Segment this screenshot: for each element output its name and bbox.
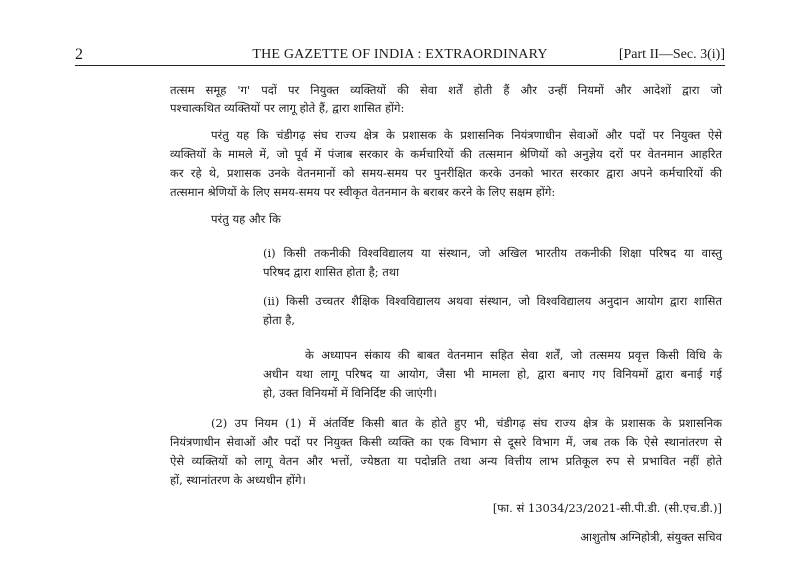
file-number: [फा. सं 13034/23/2021-सी.पी.डी. (सी.एच.डी.)] xyxy=(492,501,722,515)
para3-line: हो, उक्त विनियमों में विनिर्दिष्ट की जाएंगी। xyxy=(263,386,437,400)
sub-rule-2-line: (2) उप नियम (1) में अंतर्विष्ट किसी बात के होते हुए भी, चंडीगढ़ संघ राज्य क्षेत्र के प्रशासक के प्रशासनिक xyxy=(211,416,722,430)
page-number: 2 xyxy=(75,46,83,63)
para2-line: परंतु यह कि चंडीगढ़ संघ राज्य क्षेत्र के प्रशासक के प्रशासनिक नियंत्रणाधीन सेवाओं और पदों पर नियुक्त ऐसे xyxy=(211,128,722,142)
sub-rule-2-line: नियंत्रणाधीन सेवाओं और पदों पर नियुक्त किसी व्यक्ति का एक विभाग से दूसरे विभाग में, जब तक कि ऐसे स्थानांतरण से xyxy=(170,435,722,449)
proviso-text: परंतु यह और कि xyxy=(211,212,281,226)
clause-i-line: (i) किसी तकनीकी विश्वविद्यालय या संस्थान, जो अखिल भारतीय तकनीकी शिक्षा परिषद या वास्तु xyxy=(263,246,722,260)
para2-line: तत्समान श्रेणियों के लिए समय-समय पर स्वीकृत वेतनमान के बराबर करने के लिए सक्षम होंगे: xyxy=(170,185,556,199)
para3-line: के अध्यापन संकाय की बाबत वेतनमान सहित सेवा शर्तें, जो तत्समय प्रवृत्त किसी विधि के xyxy=(305,348,722,362)
part-section: [Part II—Sec. 3(i)] xyxy=(618,47,725,62)
para1-line: तत्सम समूह 'ग' पदों पर नियुक्त व्यक्तियों की सेवा शर्तें होती हैं और उन्हीं नियमों और आदेशों द्वारा जो xyxy=(170,83,722,97)
para1-line: पश्चात्कथित व्यक्तियों पर लागू होते हैं, द्वारा शासित होंगे: xyxy=(170,101,405,115)
header-rule xyxy=(75,65,725,66)
clause-ii-line: (ii) किसी उच्चतर शैक्षिक विश्वविद्यालय अथवा संस्थान, जो विश्वविद्यालय अनुदान आयोग द्वारा शासित xyxy=(263,294,722,308)
signatory: आशुतोष अग्निहोत्री, संयुक्त सचिव xyxy=(580,530,722,544)
sub-rule-2-line: हों, स्थानांतरण के अध्यधीन होंगे। xyxy=(170,473,306,487)
para3-line: अधीन यथा लागू परिषद या आयोग, जैसा भी मामला हो, द्वारा बनाए गए विनियमों द्वारा बनाई गई xyxy=(263,367,722,381)
clause-i-line: परिषद द्वारा शासित होता है; तथा xyxy=(263,265,400,279)
para2-line: कर रहे थे, प्रशासक उनके वेतनमानों को समय-समय पर पुनरीक्षित करके उनको भारत सरकार द्वारा अपने कर्मचारियों की xyxy=(170,166,722,180)
sub-rule-2-line: ऐसे व्यक्तियों को लागू वेतन और भत्तों, ज्येष्ठता या पदोन्नति तथा अन्य वित्तीय लाभ प्रतिकूल रुप से प्रभावित नहीं होते xyxy=(170,454,722,468)
gazette-title: THE GAZETTE OF INDIA : EXTRAORDINARY xyxy=(252,47,548,62)
clause-ii-line: होता है, xyxy=(263,313,296,327)
page-header xyxy=(75,46,725,64)
para2-line: व्यक्तियों के मामले में, जो पूर्व में पंजाब सरकार के कर्मचारियों की तत्समान श्रेणियों को अनुज्ञेय दरों पर वेतनमान आहरित xyxy=(170,147,722,161)
